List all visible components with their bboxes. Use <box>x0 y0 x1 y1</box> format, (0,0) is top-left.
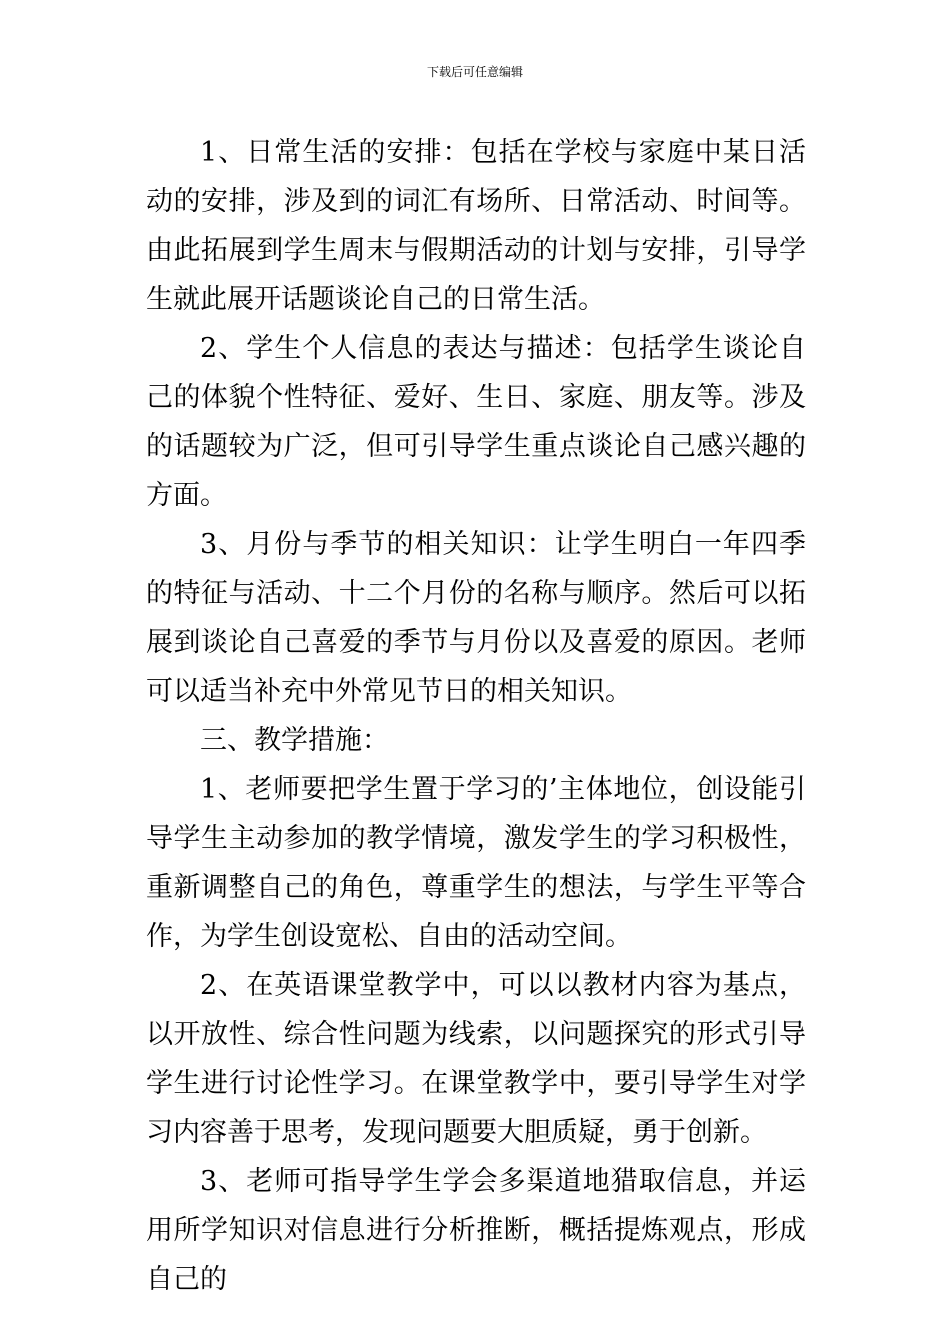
paragraph-student-centered: 1、老师要把学生置于学习的’主体地位，创设能引导学生主动参加的教学情境，激发学生的学习积极性，重新调整自己的角色，尊重学生的想法，与学生平等合作，为学生创设宽松、自由的活动空间。 <box>146 774 806 952</box>
paragraph-daily-life: 1、日常生活的安排：包括在学校与家庭中某日活动的安排，涉及到的词汇有场所、日常活动、时间等。由此拓展到学生周末与假期活动的计划与安排，引导学生就此展开话题谈论自己的日常生活。 <box>146 137 806 315</box>
paragraph-information-skills: 3、老师可指导学生学会多渠道地猎取信息，并运用所学知识对信息进行分析推断，概括提炼观点，形成自己的 <box>146 1166 806 1295</box>
paragraph-classroom-inquiry: 2、在英语课堂教学中，可以以教材内容为基点，以开放性、综合性问题为线索，以问题探究的形式引导学生进行讨论性学习。在课堂教学中，要引导学生对学习内容善于思考，发现问题要大胆质疑，勇于创新。 <box>146 970 806 1148</box>
document-body <box>146 128 806 1304</box>
paragraph-personal-info: 2、学生个人信息的表达与描述：包括学生谈论自己的体貌个性特征、爱好、生日、家庭、朋友等。涉及的话题较为广泛，但可引导学生重点谈论自己感兴趣的方面。 <box>146 333 806 511</box>
section-heading-teaching-measures: 三、教学措施： <box>200 725 389 756</box>
header-note: 下载后可任意编辑 <box>426 65 523 79</box>
paragraph-months-seasons: 3、月份与季节的相关知识：让学生明白一年四季的特征与活动、十二个月份的名称与顺序。然后可以拓展到谈论自己喜爱的季节与月份以及喜爱的原因。老师可以适当补充中外常见节日的相关知识。 <box>146 529 806 707</box>
